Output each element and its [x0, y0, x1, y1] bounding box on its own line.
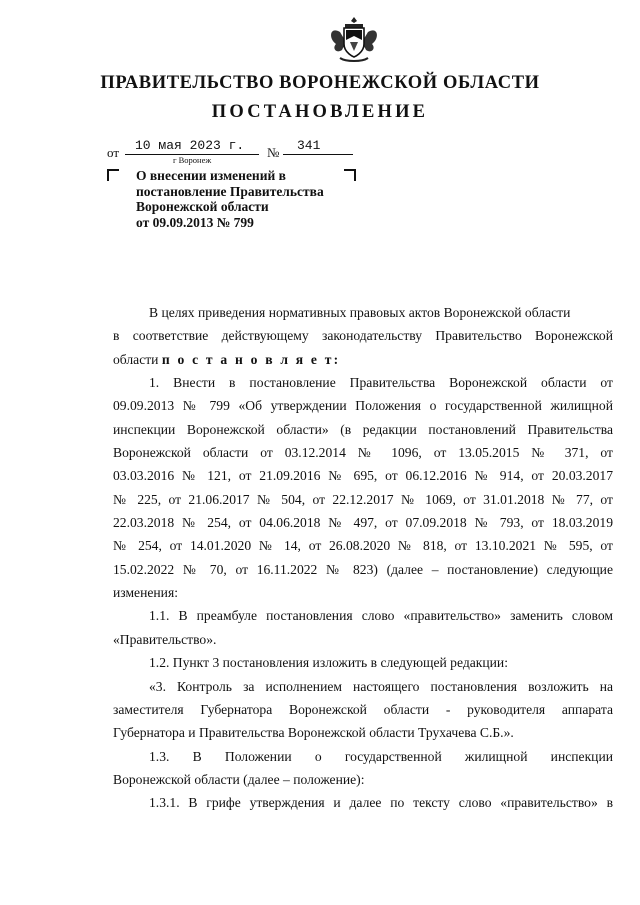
body-line: «Правительство».	[113, 631, 217, 647]
body-line: 09.09.2013 № 799 «Об утверждении Положения о государственной жилищной	[113, 398, 613, 414]
document-body	[113, 301, 613, 815]
document-number: 341	[297, 138, 321, 153]
subject-line: постановление Правительства	[136, 183, 324, 199]
body-line: Губернатора и Правительства Воронежской области Трухачева С.Б.».	[113, 725, 514, 741]
number-label: №	[267, 145, 280, 160]
document-subject	[136, 168, 366, 230]
document-city: г Воронеж	[173, 155, 212, 165]
date-label: от	[107, 145, 120, 160]
body-line: 1.3. В Положении о государственной жилищной инспекции	[149, 748, 613, 764]
coat-of-arms-icon	[326, 14, 382, 66]
body-line: в соответствие действующему законодательству Правительство Воронежской	[113, 328, 613, 344]
body-line: 15.02.2022 № 70, от 16.11.2022 № 823) (далее – постановление) следующие	[113, 561, 613, 577]
body-line: № 254, от 14.01.2020 № 14, от 26.08.2020 № 818, от 13.10.2021 № 595, от	[113, 538, 613, 554]
decree-keyword: п о с т а н о в л я е т:	[161, 351, 341, 367]
body-line	[113, 348, 613, 371]
number-underline	[283, 154, 353, 155]
body-line: заместителя Губернатора Воронежской области - руководителя аппарата	[113, 701, 613, 717]
subject-line: Воронежской области	[136, 199, 269, 215]
body-line: 03.03.2016 № 121, от 21.09.2016 № 695, от 06.12.2016 № 914, от 20.03.2017	[113, 468, 613, 484]
body-line: 22.03.2018 № 254, от 04.06.2018 № 497, от 07.09.2018 № 793, от 18.03.2019	[113, 515, 613, 531]
subject-line: О внесении изменений в	[136, 168, 286, 183]
body-line: 1. Внести в постановление Правительства Воронежской области от	[149, 375, 613, 391]
document-type: ПОСТАНОВЛЕНИЕ	[211, 102, 429, 122]
body-text: области	[113, 351, 159, 367]
body-line: В целях приведения нормативных правовых актов Воронежской области	[149, 305, 571, 320]
subject-bracket-left	[107, 169, 119, 181]
body-line: инспекции Воронежской области» (в редакции постановлений Правительства	[113, 421, 613, 437]
body-line: Воронежской области (далее – положение):	[113, 771, 365, 787]
subject-line: от 09.09.2013 № 799	[136, 214, 254, 230]
body-line: № 225, от 21.06.2017 № 504, от 22.12.2017 № 1069, от 31.01.2018 № 77, от	[113, 491, 613, 507]
body-line: «3. Контроль за исполнением настоящего постановления возложить на	[149, 678, 613, 694]
government-title: ПРАВИТЕЛЬСТВО ВОРОНЕЖСКОЙ ОБЛАСТИ	[100, 73, 540, 93]
body-line: 1.3.1. В грифе утверждения и далее по тексту слово «правительство» в	[149, 795, 613, 811]
document-meta	[107, 138, 367, 168]
body-line: 1.2. Пункт 3 постановления изложить в следующей редакции:	[149, 655, 508, 671]
document-date: 10 мая 2023 г.	[135, 138, 245, 153]
body-line: 1.1. В преамбуле постановления слово «правительство» заменить словом	[149, 608, 613, 624]
body-line: Воронежской области от 03.12.2014 № 1096, от 13.05.2015 № 371, от	[113, 445, 613, 461]
body-line: изменения:	[113, 585, 178, 601]
